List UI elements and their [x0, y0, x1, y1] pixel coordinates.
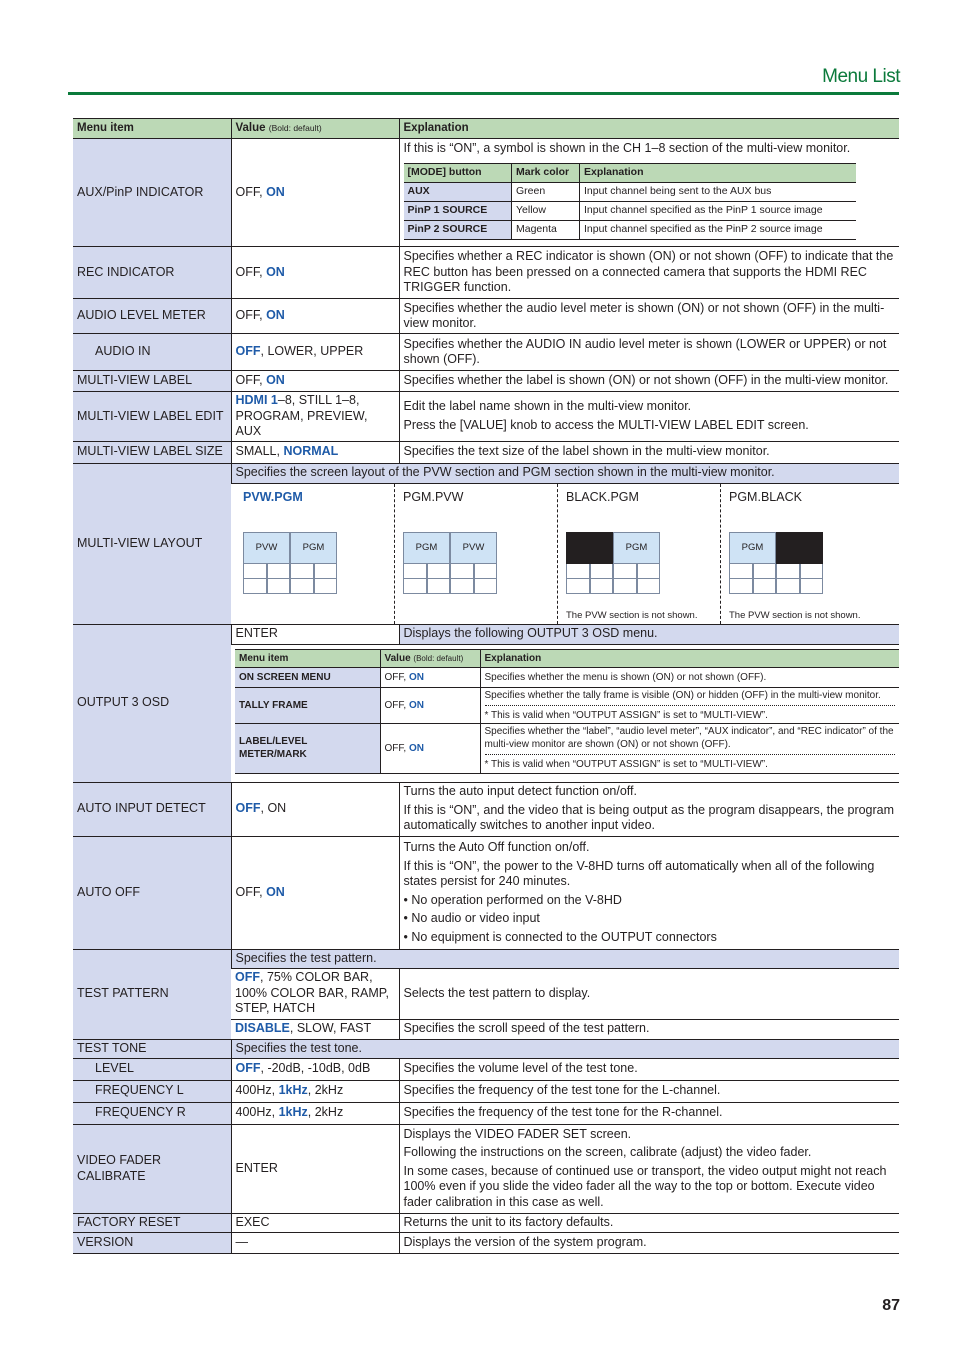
table-row — [73, 836, 899, 949]
menu-item: MULTI-VIEW LABEL — [73, 371, 231, 392]
table-row — [73, 949, 899, 968]
explanation-cell: Turns the Auto Off function on/off. If this is “ON”, the power to the V-8HD turns off automatically when all of the following states persist for 240 minutes. • No operation performed on the V-8HD • No audio or video input • No equipment is connected to the OUTPUT connectors — [399, 836, 899, 949]
value-cell: EXEC — [231, 1213, 399, 1232]
table-row — [73, 1039, 899, 1058]
table-row — [73, 782, 899, 836]
col-value: Value (Bold: default) — [231, 119, 399, 139]
page-number: 87 — [882, 1297, 900, 1314]
value-cell: — — [231, 1232, 399, 1253]
table-row — [73, 1102, 899, 1124]
menu-item: AUTO INPUT DETECT — [73, 782, 231, 836]
menu-item: MULTI-VIEW LABEL SIZE — [73, 441, 231, 463]
value-cell: OFF, ON — [231, 782, 399, 836]
value-cell: SMALL, NORMAL — [231, 441, 399, 463]
layout-diagrams — [231, 484, 899, 624]
menu-item: OUTPUT 3 OSD — [73, 624, 231, 782]
menu-item: FREQUENCY R — [73, 1102, 231, 1124]
menu-item: LEVEL — [73, 1058, 231, 1080]
menu-item: AUX/PinP INDICATOR — [73, 139, 231, 247]
table-row: LABEL/LEVEL METER/MARK OFF, ON Specifies whether the “label”, “audio level meter”, “AUX indicator”, and “REC indicator” of the multi-view monitor are shown (ON) or not shown (OFF). * This is valid when “OUTPUT ASSIGN” is set to “MULTI-VIEW”. — [235, 723, 899, 773]
table-row — [73, 463, 899, 483]
table-row — [73, 1213, 899, 1232]
table-row — [73, 334, 899, 371]
explanation-cell: Selects the test pattern to display. — [399, 968, 899, 1019]
table-row — [73, 1232, 899, 1253]
menu-item: MULTI-VIEW LABEL EDIT — [73, 392, 231, 442]
table-row — [73, 1124, 899, 1213]
explanation-cell: Specifies the frequency of the test tone for the L-channel. — [399, 1080, 899, 1102]
value-cell: HDMI 1–8, STILL 1–8, PROGRAM, PREVIEW, AUX — [231, 392, 399, 442]
value-cell: ENTER — [231, 1124, 399, 1213]
layout-pvw-pgm: PVW.PGM PVW PGM — [231, 484, 394, 624]
table-header — [73, 119, 899, 139]
explanation-cell: Specifies whether a REC indicator is shown (ON) or not shown (OFF) to indicate that the REC button has been pressed on a connected camera that supports the HDMI REC TRIGGER function. — [399, 247, 899, 299]
table-row — [73, 441, 899, 463]
menu-item: FACTORY RESET — [73, 1213, 231, 1232]
explanation-cell: Displays the VIDEO FADER SET screen. Following the instructions on the screen, calibrate (adjust) the video fader. In some cases, because of continued use or transport, the video output might not reach 100% even if you slide the video fader all the way to the top or bottom. Execute video fader calibration in this case as well. — [399, 1124, 899, 1213]
indicator-table: [MODE] button Mark color Explanation AUX Green Input channel being sent to the AUX bus PinP 1 SOURCE Yellow Input channel specified as the PinP 1 source image PinP 2 SOURCE Magenta Input channel specified as the PinP 2 source image — [404, 163, 856, 240]
menu-item: VERSION — [73, 1232, 231, 1253]
value-cell: OFF, ON — [231, 371, 399, 392]
menu-item: REC INDICATOR — [73, 247, 231, 299]
explanation-cell: Specifies the screen layout of the PVW section and PGM section shown in the multi-view monitor. — [231, 463, 899, 483]
menu-item: FREQUENCY L — [73, 1080, 231, 1102]
menu-item: AUTO OFF — [73, 836, 231, 949]
value-cell: OFF, ON — [231, 139, 399, 247]
col-explanation: Explanation — [399, 119, 899, 139]
value-cell: 400Hz, 1kHz, 2kHz — [231, 1080, 399, 1102]
osd-table: Menu item Value (Bold: default) Explanation ON SCREEN MENU OFF, ON Specifies whether the menu is shown (ON) or not shown (OFF). TALLY FRAME OFF, ON Specifies whether the tally frame is visible (ON) or hidden (OFF) in the multi-view monitor. * This is valid when “OUTPUT ASSIGN” is set to “MULTI-VIEW”. LABEL/LEVEL METER/MARK OFF, ON Specifies whether the “label”, “audio level meter”, “AUX indicator”, and “REC indicator” of the multi-view monitor are shown (ON) or not shown (OFF). * This is valid when “OUTPUT ASSIGN” is set to “MULTI-VIEW”. — [235, 649, 899, 774]
explanation-cell: Specifies the test tone. — [231, 1039, 899, 1058]
table-row: AUX Green Input channel being sent to the AUX bus — [404, 182, 856, 201]
table-row — [73, 392, 899, 442]
table-row: PinP 2 SOURCE Magenta Input channel specified as the PinP 2 source image — [404, 220, 856, 239]
menu-table — [73, 118, 899, 1254]
value-cell: DISABLE, SLOW, FAST — [231, 1019, 399, 1039]
explanation-cell: Specifies the test pattern. — [231, 949, 899, 968]
value-cell: OFF, ON — [231, 299, 399, 334]
explanation-cell: Displays the following OUTPUT 3 OSD menu. — [399, 624, 899, 644]
value-cell: OFF, ON — [231, 836, 399, 949]
explanation-cell: Specifies the scroll speed of the test pattern. — [399, 1019, 899, 1039]
layout-pgm-black: PGM.BLACK PGM The PVW section is not shown. — [720, 484, 883, 624]
explanation-cell: Specifies the text size of the label shown in the multi-view monitor. — [399, 441, 899, 463]
explanation-cell: Turns the auto input detect function on/off. If this is “ON”, and the video that is being output as the program disappears, the program automatically switches to another input video. — [399, 782, 899, 836]
value-cell: OFF, 75% COLOR BAR, 100% COLOR BAR, RAMP, STEP, HATCH — [231, 968, 399, 1019]
col-menu-item: Menu item — [73, 119, 231, 139]
header-rule — [68, 92, 899, 95]
explanation-cell: Specifies the volume level of the test tone. — [399, 1058, 899, 1080]
section-title: Menu List — [822, 66, 900, 87]
value-cell: OFF, ON — [231, 247, 399, 299]
table-row — [73, 139, 899, 247]
explanation-cell: Specifies whether the AUDIO IN audio level meter is shown (LOWER or UPPER) or not shown (OFF). — [399, 334, 899, 371]
menu-item: MULTI-VIEW LAYOUT — [73, 463, 231, 624]
explanation-cell: Returns the unit to its factory defaults. — [399, 1213, 899, 1232]
table-row — [73, 299, 899, 334]
menu-item: AUDIO IN — [73, 334, 231, 371]
menu-item: TEST TONE — [73, 1039, 231, 1058]
table-row — [73, 371, 899, 392]
table-row: PinP 1 SOURCE Yellow Input channel specified as the PinP 1 source image — [404, 201, 856, 220]
table-row — [73, 624, 899, 644]
explanation-cell: Displays the version of the system program. — [399, 1232, 899, 1253]
menu-item: TEST PATTERN — [73, 949, 231, 1039]
value-cell: ENTER — [231, 624, 399, 644]
explanation-cell: Specifies whether the audio level meter is shown (ON) or not shown (OFF) in the multi-view monitor. — [399, 299, 899, 334]
table-row: ON SCREEN MENU OFF, ON Specifies whether the menu is shown (ON) or not shown (OFF). — [235, 667, 899, 687]
layout-black-pgm: BLACK.PGM PGM The PVW section is not shown. — [557, 484, 720, 624]
value-cell: 400Hz, 1kHz, 2kHz — [231, 1102, 399, 1124]
explanation-cell: If this is “ON”, a symbol is shown in the CH 1–8 section of the multi-view monitor. [MODE] button Mark color Explanation AUX Green Input channel being sent to the AUX bus PinP 1 SOURCE Yellow Input channel specified as the PinP 1 source image PinP 2 SOURCE Magenta Input channel specified as the PinP 2 source image — [399, 139, 899, 247]
menu-item: AUDIO LEVEL METER — [73, 299, 231, 334]
layout-pgm-pvw: PGM.PVW PGM PVW — [394, 484, 557, 624]
table-row — [73, 1080, 899, 1102]
table-row — [73, 1058, 899, 1080]
value-cell: OFF, LOWER, UPPER — [231, 334, 399, 371]
explanation-cell: Specifies the frequency of the test tone for the R-channel. — [399, 1102, 899, 1124]
explanation-cell: Edit the label name shown in the multi-view monitor. Press the [VALUE] knob to access the MULTI-VIEW LABEL EDIT screen. — [399, 392, 899, 442]
menu-item: VIDEO FADER CALIBRATE — [73, 1124, 231, 1213]
value-cell: OFF, -20dB, -10dB, 0dB — [231, 1058, 399, 1080]
table-row: TALLY FRAME OFF, ON Specifies whether the tally frame is visible (ON) or hidden (OFF) in the multi-view monitor. * This is valid when “OUTPUT ASSIGN” is set to “MULTI-VIEW”. — [235, 687, 899, 723]
table-row — [73, 247, 899, 299]
explanation-cell: Specifies whether the label is shown (ON) or not shown (OFF) in the multi-view monitor. — [399, 371, 899, 392]
